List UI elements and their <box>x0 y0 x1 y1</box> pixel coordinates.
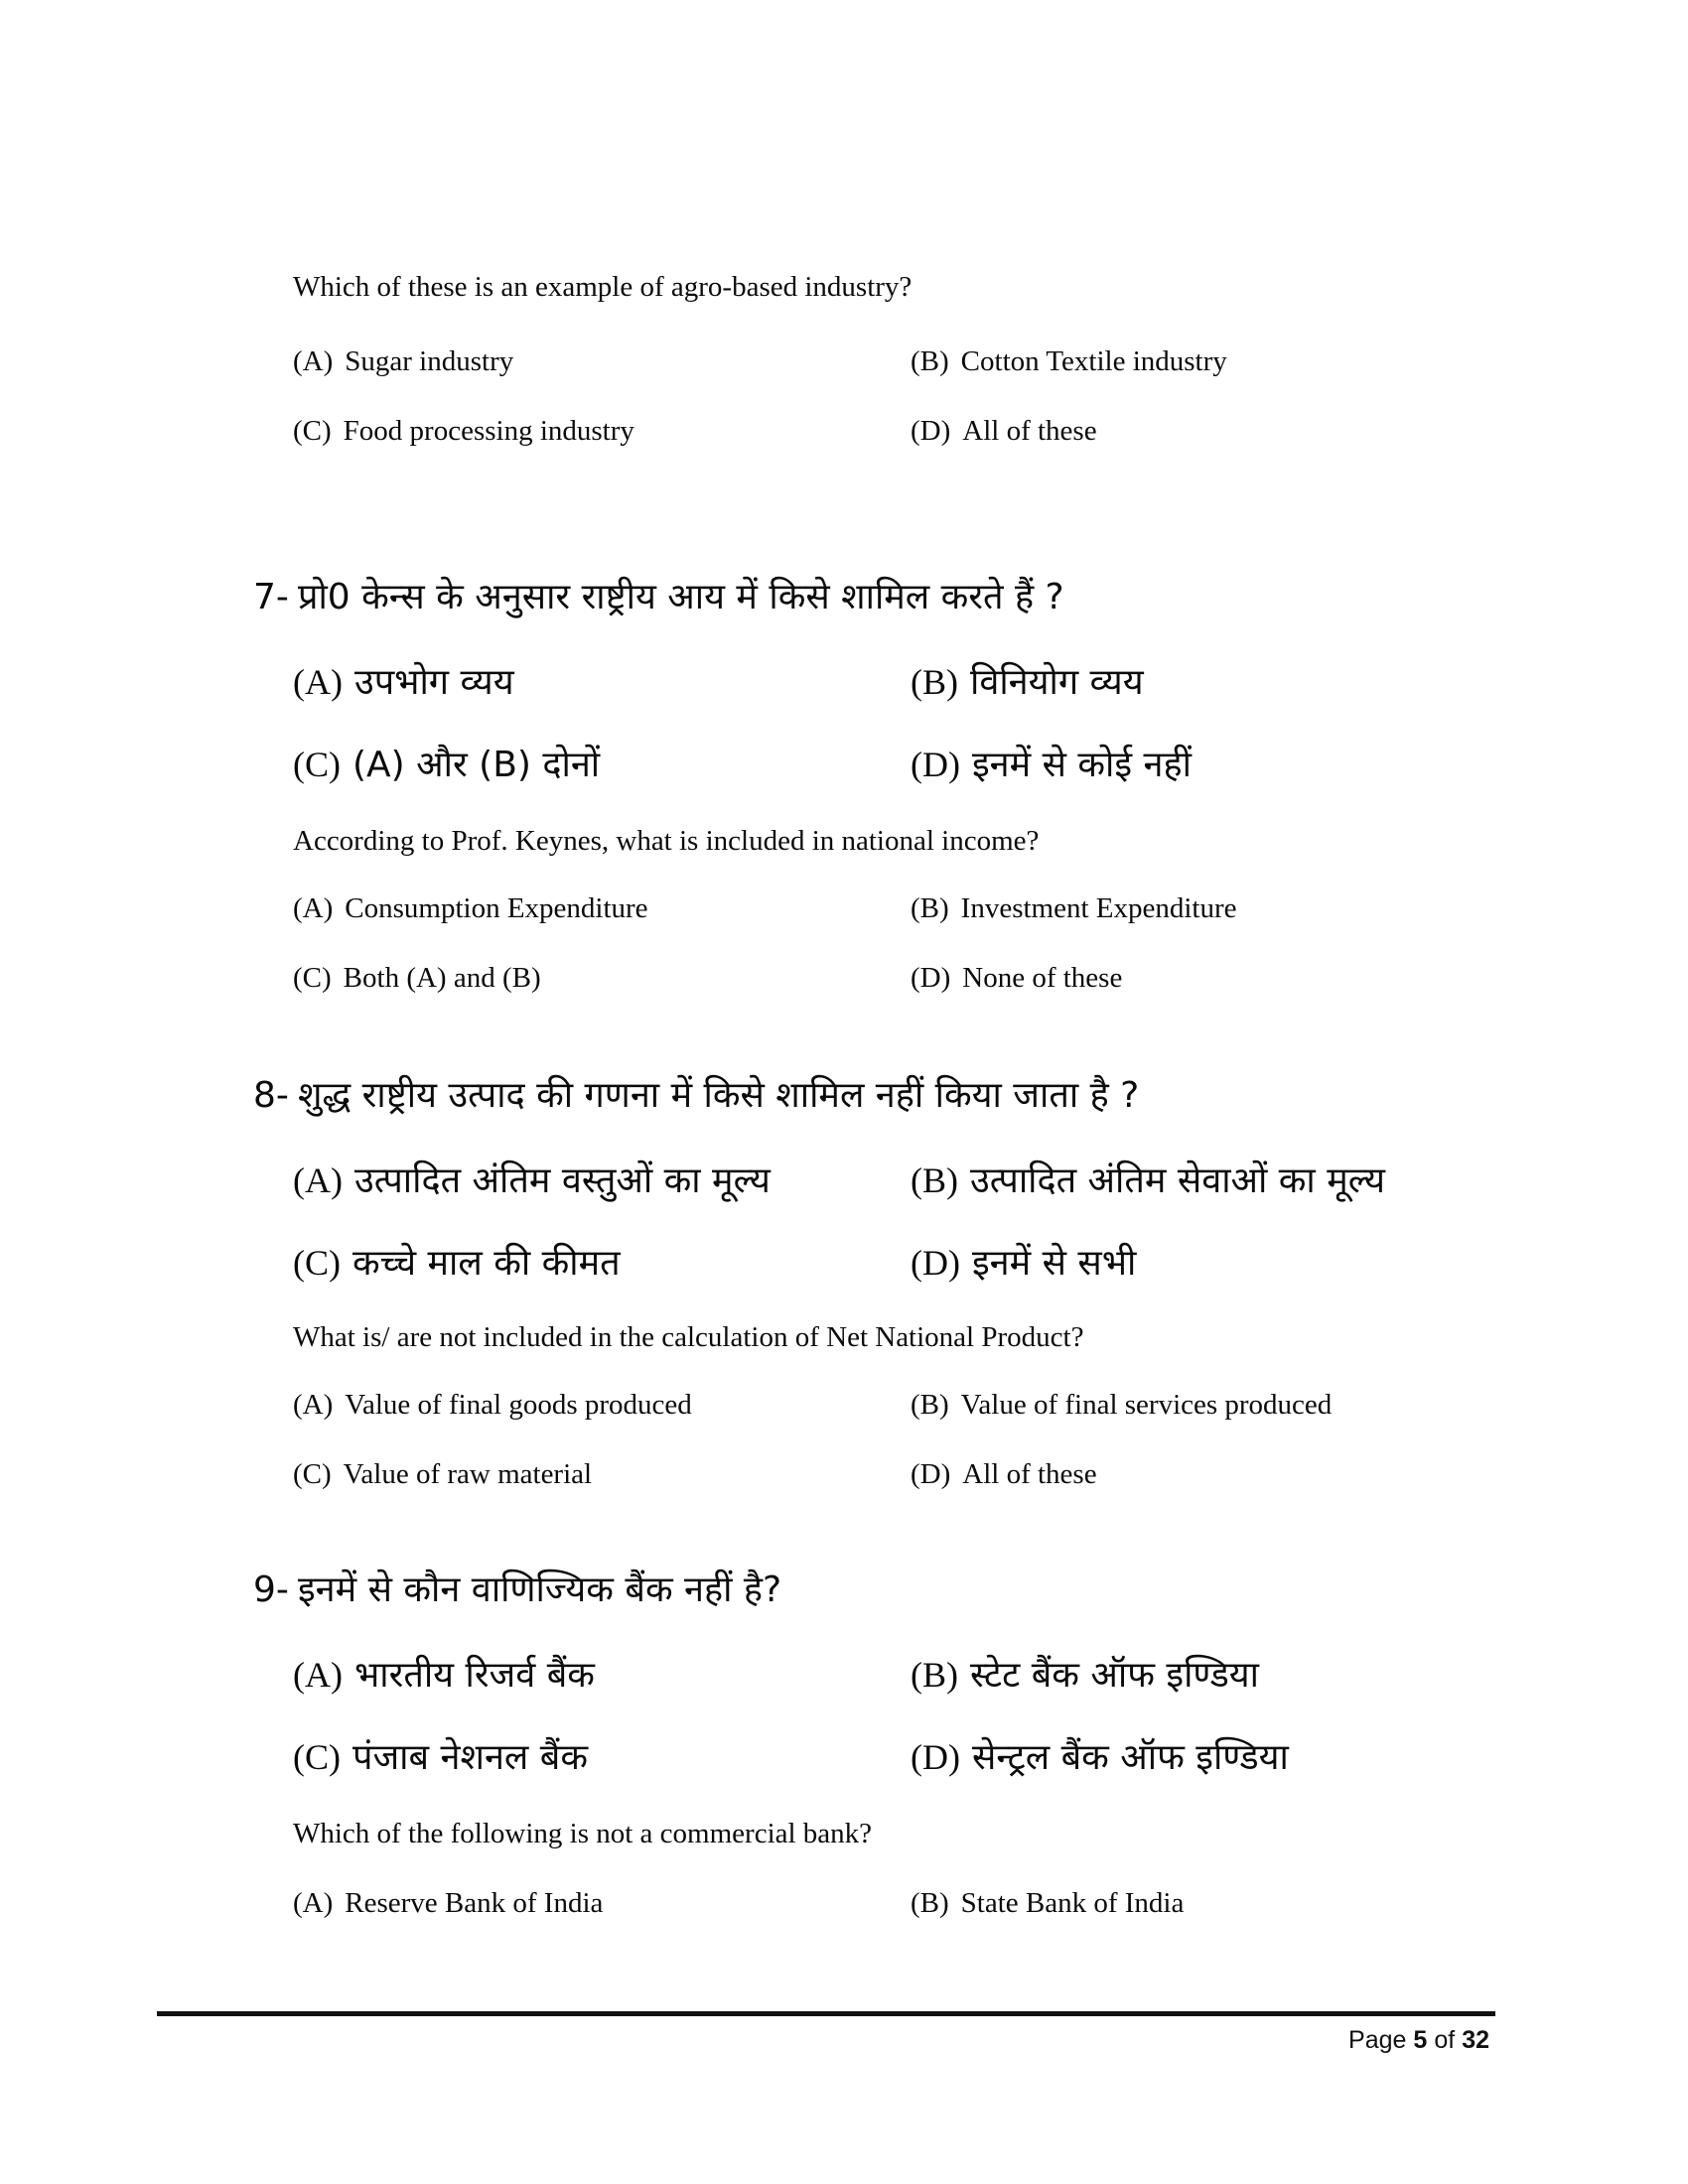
option-text: उपभोग व्यय <box>353 662 514 703</box>
option-b <box>911 1157 1569 1205</box>
option-marker: (B) <box>911 1160 958 1200</box>
page-label: Page <box>1348 2026 1407 2054</box>
question-8-english-text <box>293 1316 1539 1358</box>
question-text: इनमें से कौन वाणिज्यिक बैंक नहीं है? <box>298 1570 782 1610</box>
page-footer <box>1348 2025 1489 2055</box>
question-6-english-options <box>293 341 1569 452</box>
option-marker: (B) <box>911 1655 958 1695</box>
option-text: उत्पादित अंतिम सेवाओं का मूल्य <box>970 1160 1386 1201</box>
option-marker: (D) <box>911 415 951 447</box>
option-text: Food processing industry <box>343 415 634 447</box>
option-marker: (D) <box>911 1458 951 1490</box>
option-text: Value of final services produced <box>960 1389 1333 1421</box>
option-marker: (D) <box>911 962 951 994</box>
option-marker: (C) <box>293 962 332 994</box>
question-9-hindi-options <box>293 1651 1569 1782</box>
option-text: All of these <box>962 415 1097 447</box>
option-a <box>293 658 911 707</box>
option-b <box>911 341 1569 382</box>
option-c <box>293 1239 911 1288</box>
option-text: All of these <box>962 1458 1097 1490</box>
option-text: Value of raw material <box>343 1458 593 1490</box>
option-a <box>293 1882 911 1924</box>
option-b <box>911 658 1569 707</box>
option-b <box>911 1882 1569 1924</box>
question-text: Which of the following is not a commercial bank? <box>293 1818 873 1849</box>
option-text: Both (A) and (B) <box>343 962 541 994</box>
question-7-english-text <box>293 820 1539 862</box>
question-9-hindi <box>253 1567 1539 1614</box>
question-text: प्रो0 केन्स के अनुसार राष्ट्रीय आय में किसे शामिल करते हैं ? <box>298 577 1064 617</box>
footer-divider <box>157 2011 1495 2016</box>
option-text: Investment Expenditure <box>960 892 1237 924</box>
question-8-hindi <box>253 1072 1539 1120</box>
question-9-english-text <box>293 1813 1539 1854</box>
question-text: शुद्ध राष्ट्रीय उत्पाद की गणना में किसे शामिल नहीं किया जाता है ? <box>298 1075 1140 1116</box>
option-text: उत्पादित अंतिम वस्तुओं का मूल्य <box>353 1160 771 1201</box>
option-marker: (C) <box>293 1737 341 1777</box>
option-marker: (A) <box>293 1389 334 1421</box>
option-marker: (B) <box>911 345 949 377</box>
question-6-english-text <box>293 266 1539 308</box>
option-d <box>911 741 1569 789</box>
question-number: 8- <box>253 1075 289 1116</box>
option-text: Cotton Textile industry <box>960 345 1227 377</box>
option-c <box>293 1733 911 1782</box>
option-text: स्टेट बैंक ऑफ इण्डिया <box>970 1655 1259 1696</box>
option-text: (A) और (B) दोनों <box>352 745 601 785</box>
option-b <box>911 887 1569 929</box>
question-8-hindi-options <box>293 1157 1569 1288</box>
question-text: According to Prof. Keynes, what is included in national income? <box>293 825 1040 857</box>
option-marker: (D) <box>911 745 960 784</box>
question-number: 9- <box>253 1570 289 1610</box>
option-text: Value of final goods produced <box>345 1389 692 1421</box>
option-text: इनमें से कोई नहीं <box>971 745 1192 785</box>
option-marker: (A) <box>293 1887 334 1919</box>
option-marker: (C) <box>293 415 332 447</box>
option-d <box>911 1453 1569 1495</box>
option-a <box>293 1384 911 1426</box>
option-c <box>293 1453 911 1495</box>
question-7-hindi-options <box>293 658 1569 789</box>
option-marker: (A) <box>293 1655 343 1695</box>
option-marker: (A) <box>293 345 334 377</box>
option-a <box>293 341 911 382</box>
option-marker: (A) <box>293 662 343 702</box>
option-text: State Bank of India <box>960 1887 1185 1919</box>
option-marker: (D) <box>911 1737 960 1777</box>
option-text: इनमें से सभी <box>971 1243 1137 1284</box>
option-c <box>293 741 911 789</box>
option-text: Reserve Bank of India <box>345 1887 604 1919</box>
option-marker: (A) <box>293 1160 343 1200</box>
option-marker: (C) <box>293 1458 332 1490</box>
question-9-english-options <box>293 1882 1569 1924</box>
option-marker: (B) <box>911 892 949 924</box>
question-text: Which of these is an example of agro-based industry? <box>293 271 913 303</box>
question-8-english-options <box>293 1384 1569 1495</box>
option-marker: (D) <box>911 1243 960 1283</box>
option-b <box>911 1651 1569 1700</box>
option-a <box>293 887 911 929</box>
of-label: of <box>1434 2026 1456 2054</box>
option-text: विनियोग व्यय <box>970 662 1144 703</box>
option-text: कच्चे माल की कीमत <box>352 1243 621 1284</box>
option-d <box>911 1733 1569 1782</box>
question-text: What is/ are not included in the calculation of Net National Product? <box>293 1321 1084 1353</box>
option-marker: (C) <box>293 1243 341 1283</box>
option-b <box>911 1384 1569 1426</box>
option-text: पंजाब नेशनल बैंक <box>352 1737 588 1778</box>
option-a <box>293 1157 911 1205</box>
question-7-english-options <box>293 887 1569 999</box>
option-text: सेन्ट्रल बैंक ऑफ इण्डिया <box>971 1737 1289 1778</box>
option-text: Sugar industry <box>345 345 514 377</box>
option-marker: (B) <box>911 1887 949 1919</box>
option-d <box>911 957 1569 999</box>
option-text: भारतीय रिजर्व बैंक <box>353 1655 595 1696</box>
page-number: 5 <box>1413 2026 1428 2054</box>
option-marker: (A) <box>293 892 334 924</box>
option-c <box>293 410 911 452</box>
option-d <box>911 410 1569 452</box>
option-a <box>293 1651 911 1700</box>
option-text: None of these <box>962 962 1123 994</box>
option-d <box>911 1239 1569 1288</box>
option-text: Consumption Expenditure <box>345 892 648 924</box>
question-7-hindi <box>253 574 1539 621</box>
option-marker: (C) <box>293 745 341 784</box>
total-pages: 32 <box>1462 2026 1489 2054</box>
option-marker: (B) <box>911 662 958 702</box>
question-number: 7- <box>253 577 289 617</box>
option-marker: (B) <box>911 1389 949 1421</box>
option-c <box>293 957 911 999</box>
